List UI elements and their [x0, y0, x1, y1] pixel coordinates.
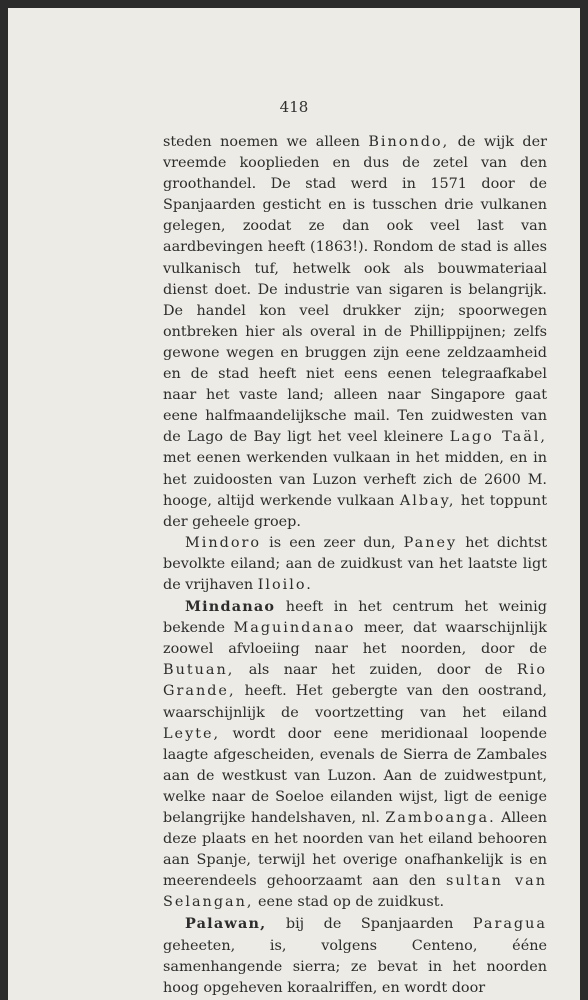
- paragraph-palawan: [163, 913, 547, 998]
- text-run: eene stad op de zuidkust.: [253, 894, 445, 911]
- paragraph-mindoro: [163, 533, 547, 596]
- place-name: Butuan,: [163, 662, 235, 679]
- text-run: is een zeer dun,: [261, 534, 404, 551]
- body-text: [163, 132, 547, 999]
- text-run: het toppunt der geheele groep.: [163, 492, 547, 530]
- paragraph-binondo: [163, 132, 547, 533]
- text-run: bij de Spanjaarden: [266, 916, 473, 933]
- text-run: heeft. Het gebergte van den oostrand, waarschijnlijk de voortzetting van het eiland: [163, 683, 547, 721]
- text-run: steden noemen we alleen: [163, 134, 369, 150]
- place-name: Zamboanga.: [385, 810, 496, 826]
- text-run: als naar het zuiden, door de: [234, 662, 517, 679]
- place-name: Lago Taäl,: [449, 429, 547, 446]
- place-name: Mindoro: [185, 534, 262, 551]
- text-run: wordt door eene meridionaal loopende laagte afgescheiden, evenals de Sierra de Zambales aan de westkust van Luzon. Aan de zuidwestpunt, welke naar de Soeloe eilanden wijst, ligt de eenige belangrijke handelshaven, nl.: [163, 725, 547, 826]
- text-run: de wijk der vreemde kooplieden en dus de zetel van den groothandel. De stad werd in 1571 door de Spanjaarden gesticht en is tusschen drie vulkanen gelegen, zoodat ze dan ook veel last van aardbevingen heeft (1863!). Rondom de stad is alles vulkanisch tuf, hetwelk ook als bouwmateriaal dienst doet. De industrie van sigaren is belangrijk. De handel kon veel drukker zijn; spoorwegen ontbreken hier als overal in de Phillippijnen; zelfs gewone wegen en bruggen zijn eene zeldzaamheid en de stad heeft niet eens eenen telegraafkabel naar het vaste land; alleen naar Singapore gaat eene halfmaandelijksche mail. Ten zuidwesten van de Lago de Bay ligt het veel kleinere: [163, 134, 547, 446]
- place-name: Iloilo.: [257, 576, 313, 593]
- text-run: meer, dat waarschijnlijk zoowel afvloeiing naar het noorden, door de: [163, 620, 547, 658]
- place-name: sultan van Selangan,: [163, 873, 547, 911]
- place-name: Albay,: [399, 492, 456, 509]
- place-name: Binondo,: [368, 134, 450, 150]
- text-run: met eenen werkenden vulkaan in het midden, en in het zuidoosten van Luzon verheft zich de 2600 M. hooge, altijd werkende vulkaan: [163, 450, 547, 509]
- text-run: geheeten, is, volgens Centeno, ééne samenhangende sierra; ze bevat in het noorden hoog opgeheven koraalriffen, en wordt door: [163, 937, 547, 996]
- text-run: heeft in het centrum het weinig bekende: [163, 599, 547, 637]
- place-name: Leyte,: [163, 725, 221, 742]
- place-name: Rio Grande,: [163, 662, 547, 700]
- book-page: [8, 8, 580, 1000]
- text-run: Alleen deze plaats en het noorden van het eiland behooren aan Spanje, terwijl het overige onafhankelijk is en meerendeels gehoorzaamt aan den: [163, 810, 547, 890]
- place-name: Paney: [403, 534, 458, 551]
- island-heading: Mindanao: [185, 598, 276, 616]
- paragraph-mindanao: [163, 596, 547, 913]
- place-name: Maguindanao: [233, 620, 356, 637]
- page-number: 418: [279, 98, 309, 116]
- island-heading: Palawan,: [185, 915, 267, 933]
- text-run: het dichtst bevolkte eiland; aan de zuidkust van het laatste ligt de vrijhaven: [163, 534, 547, 593]
- place-name: Paragua: [472, 916, 547, 933]
